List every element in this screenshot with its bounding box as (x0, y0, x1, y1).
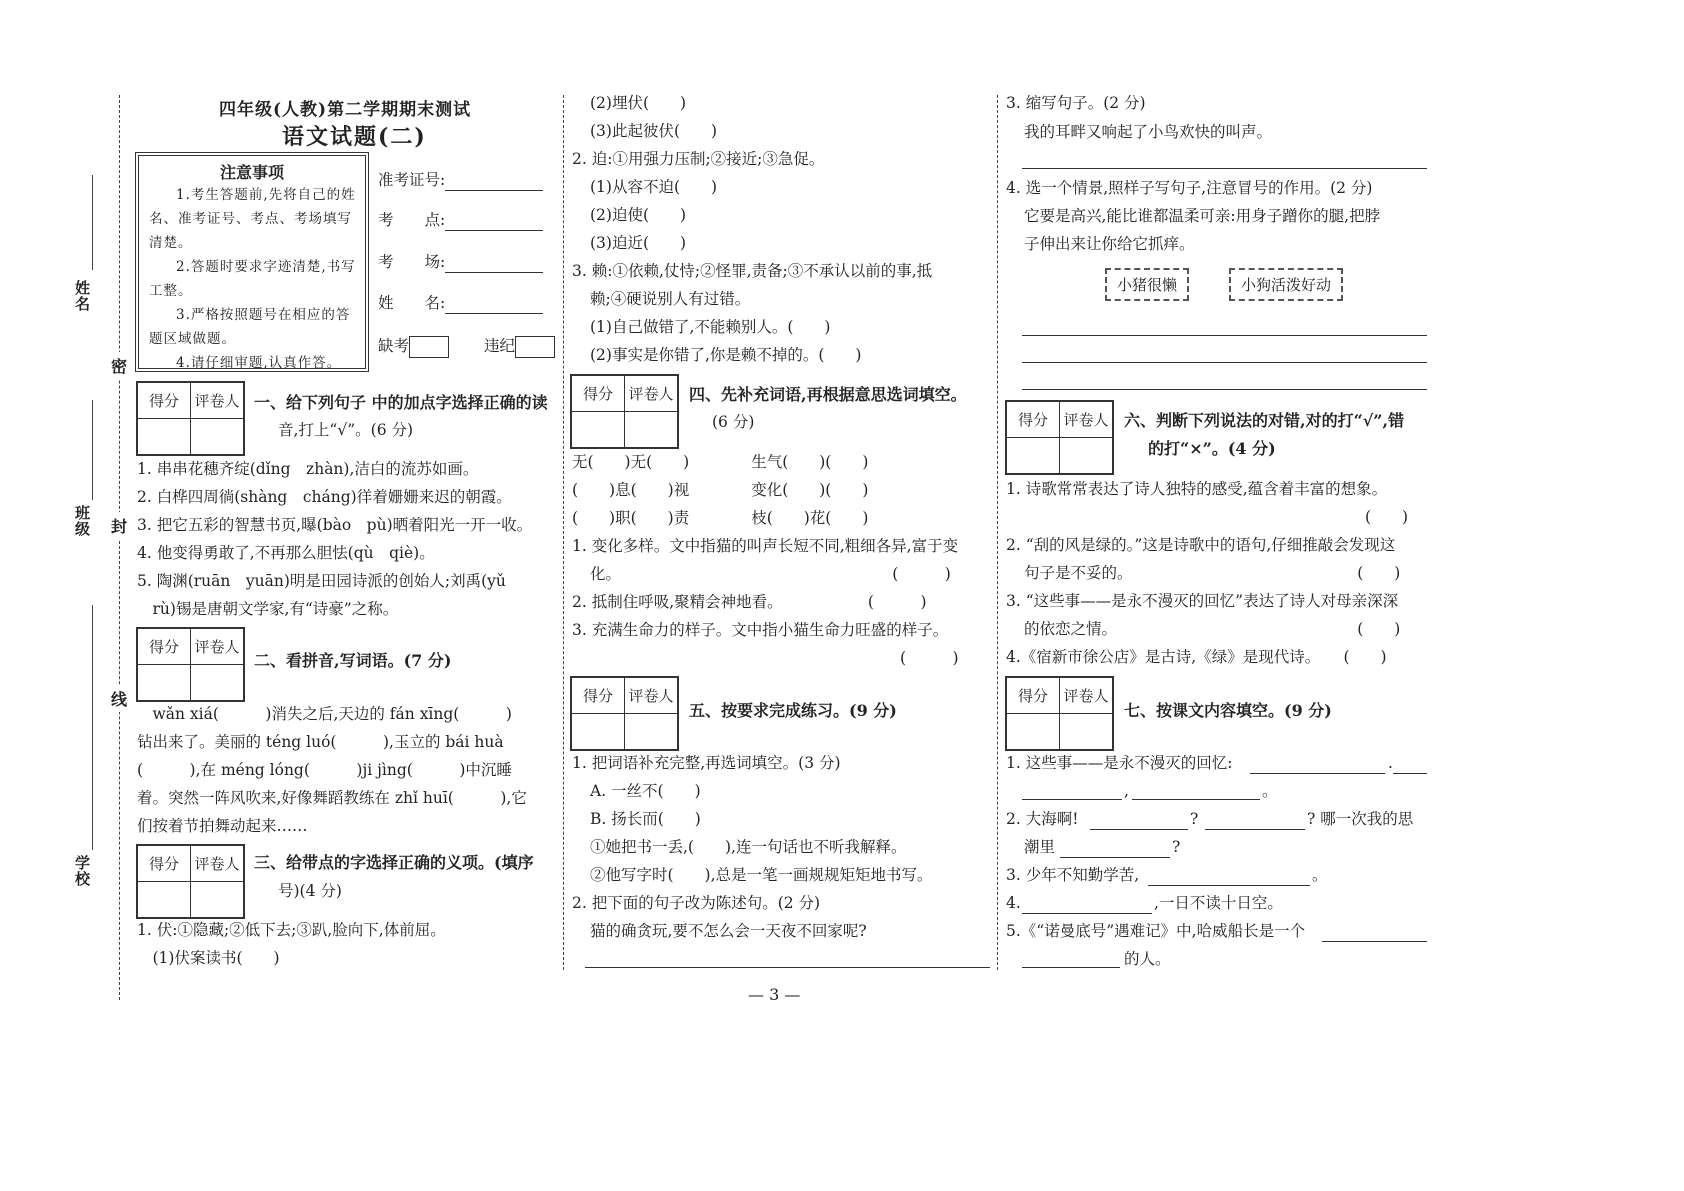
absent-label: 缺考 (378, 337, 410, 355)
s4-title-cont: (6 分) (712, 413, 755, 431)
s5-q4-example-cont: 子伸出来让你给它抓痒。 (1024, 235, 1195, 253)
violation-field[interactable] (484, 336, 555, 358)
grader-cell[interactable] (191, 419, 244, 455)
s7-q1-blank[interactable] (1022, 799, 1122, 800)
s7-q2-cont: 潮里 (1024, 838, 1056, 856)
score-box-s7 (1005, 676, 1114, 751)
notice-item: 2.答题时要求字迹清楚,书写工整。 (149, 259, 356, 299)
score-label: 得分 (138, 383, 191, 419)
score-label: 得分 (1007, 402, 1060, 438)
s4-words-1: 无( )无( ) 生气( )( ) (572, 453, 869, 471)
grader-cell[interactable] (191, 665, 244, 701)
s7-q1-mid: , (1124, 782, 1129, 800)
s1-q2: 2. 白桦四周徜(shàng cháng)徉着姗姗来迟的朝霞。 (137, 488, 512, 506)
name-field-label: 姓 名: (378, 294, 446, 312)
s3-q1-1: (1)伏案读书( ) (137, 949, 280, 967)
school-label: 学校 (73, 855, 91, 887)
room-field[interactable] (378, 252, 543, 273)
s6-q1: 1. 诗歌常常表达了诗人独特的感受,蕴含着丰富的想象。 (1006, 480, 1388, 498)
s4-words-2: ( )息( )视 变化( )( ) (572, 481, 869, 499)
s5-q2-sentence: 猫的确贪玩,要不怎么会一天夜不回家呢? (590, 922, 867, 940)
exam-no-label: 准考证号: (378, 171, 446, 189)
grader-cell[interactable] (1060, 714, 1113, 750)
s7-q5-blank[interactable] (1022, 967, 1120, 968)
absent-field[interactable] (378, 336, 449, 358)
s5-q1-a: A. 一丝不( ) (590, 782, 701, 800)
grader-cell[interactable] (1060, 438, 1113, 474)
s3-q1: 1. 伏:①隐藏;②低下去;③趴,脸向下,体前屈。 (137, 921, 446, 939)
grader-label: 评卷人 (1060, 402, 1113, 438)
s4-q1: 1. 变化多样。文中指猫的叫声长短不同,粗细各异,富于变 (572, 537, 959, 555)
s1-title-cont: 音,打上“√”。(6 分) (278, 421, 414, 439)
score-cell[interactable] (138, 882, 191, 918)
s4-q1-cont: 化。 ( ) (590, 565, 951, 583)
grader-cell[interactable] (191, 882, 244, 918)
s3-q2-3: (3)迫近( ) (590, 234, 687, 252)
seal-mi: 密 (111, 352, 127, 379)
site-field[interactable] (378, 210, 543, 231)
score-box-s4 (570, 374, 679, 449)
s1-q1: 1. 串串花穗齐绽(dǐng zhàn),洁白的流苏如画。 (137, 460, 479, 478)
score-label: 得分 (138, 846, 191, 882)
s5-q4-answer-line[interactable] (1022, 389, 1427, 390)
s2-title: 二、看拼音,写词语。(7 分) (254, 651, 452, 670)
s3-q2: 2. 迫:①用强力压制;②接近;③急促。 (572, 150, 825, 168)
s3-q3-2: (2)事实是你错了,你是赖不掉的。( ) (590, 346, 862, 364)
s3-q2-2: (2)迫使( ) (590, 206, 687, 224)
s2-line4: 着。突然一阵风吹来,好像舞蹈教练在 zhǐ huī( ),它 (137, 789, 527, 807)
score-box-s1 (136, 381, 245, 456)
seal-feng: 封 (111, 512, 127, 539)
s5-title: 五、按要求完成练习。(9 分) (689, 701, 897, 720)
s7-q5-blank[interactable] (1322, 941, 1427, 942)
score-cell[interactable] (1007, 438, 1060, 474)
s7-q1-blank[interactable] (1132, 799, 1260, 800)
s7-q2-q1: ? (1190, 810, 1199, 828)
s3-title: 三、给带点的字选择正确的义项。(填序 (254, 853, 534, 872)
score-box-s3 (136, 844, 245, 919)
s6-q4[interactable]: 4.《宿新市徐公店》是古诗,《绿》是现代诗。 ( ) (1006, 648, 1387, 666)
name-label: 姓名 (73, 280, 91, 312)
score-cell[interactable] (138, 665, 191, 701)
s5-q4-answer-line[interactable] (1022, 335, 1427, 336)
s4-q3: 3. 充满生命力的样子。文中指小猫生命力旺盛的样子。 (572, 621, 949, 639)
s7-q2-blank[interactable] (1090, 829, 1188, 830)
notice-item: 3.严格按照题号在相应的答题区域做题。 (149, 307, 351, 347)
exam-title: 四年级(人教)第二学期期末测试 (219, 100, 472, 120)
notice-item: 4.请仔细审题,认真作答。 (176, 355, 342, 371)
class-line (92, 400, 93, 500)
grader-label: 评卷人 (191, 846, 244, 882)
s7-q3-blank[interactable] (1148, 885, 1310, 886)
s7-q1: 1. 这些事——是永不漫灭的回忆: (1006, 754, 1233, 772)
s6-title-cont: 的打“×”。(4 分) (1148, 439, 1276, 458)
s7-q2-q2: ? 哪一次我的思 (1307, 810, 1414, 828)
s1-q3: 3. 把它五彩的智慧书页,曝(bào pù)晒着阳光一开一收。 (137, 516, 533, 534)
score-label: 得分 (572, 678, 625, 714)
name-line (92, 175, 93, 270)
s1-q4: 4. 他变得勇敢了,不再那么胆怯(qù qiè)。 (137, 544, 435, 562)
s2-line1: wǎn xiá( )消失之后,天边的 fán xīng( ) (137, 705, 512, 723)
s5-q4-example: 它要是高兴,能比谁都温柔可亲:用身子蹭你的腿,把脖 (1024, 207, 1381, 225)
s1-q5-cont: rù)锡是唐朝文学家,有“诗豪”之称。 (137, 600, 399, 618)
s3-q3-1: (1)自己做错了,不能赖别人。( ) (590, 318, 831, 336)
s3-q2-1: (1)从容不迫( ) (590, 178, 718, 196)
score-cell[interactable] (572, 714, 625, 750)
score-cell[interactable] (138, 419, 191, 455)
s5-q1: 1. 把词语补充完整,再选词填空。(3 分) (572, 754, 841, 772)
notice-item: 1.考生答题前,先将自己的姓名、准考证号、考点、考场填写清楚。 (149, 187, 356, 251)
s7-q3-end: 。 (1312, 866, 1328, 884)
score-cell[interactable] (572, 412, 625, 448)
s7-q1-end: 。 (1262, 782, 1278, 800)
s6-q1-paren[interactable]: ( ) (1024, 508, 1409, 526)
s5-q4: 4. 选一个情景,照样子写句子,注意冒号的作用。(2 分) (1006, 179, 1373, 197)
s5-q2-answer-line[interactable] (585, 967, 990, 968)
s3-title-cont: 号)(4 分) (278, 882, 342, 900)
room-label: 考 场: (378, 253, 446, 271)
s7-q2-blank[interactable] (1205, 829, 1305, 830)
s6-q3-cont[interactable]: 的依恋之情。 ( ) (1024, 620, 1401, 638)
s3-q1-2: (2)埋伏( ) (590, 94, 687, 112)
score-box-s6 (1005, 400, 1114, 475)
binding-line (119, 95, 120, 1000)
s4-words-3: ( )职( )责 枝( )花( ) (572, 509, 869, 527)
s7-title: 七、按课文内容填空。(9 分) (1124, 701, 1332, 720)
s3-q3: 3. 赖:①依赖,仗恃;②怪罪,责备;③不承认以前的事,抵 (572, 262, 933, 280)
s7-q5: 5.《“诺曼底号”遇难记》中,哈威船长是一个 (1006, 922, 1306, 940)
score-box-s2 (136, 627, 245, 702)
s2-line5: 们按着节拍舞动起来…… (137, 817, 308, 835)
s7-q2-q3: ? (1172, 838, 1181, 856)
grader-cell[interactable] (625, 412, 678, 448)
s5-q3-answer-line[interactable] (1022, 168, 1427, 169)
grader-label: 评卷人 (1060, 678, 1113, 714)
s6-q3: 3. “这些事——是永不漫灭的回忆”表达了诗人对母亲深深 (1006, 592, 1399, 610)
seal-xian: 线 (111, 685, 127, 712)
s5-q4-answer-line[interactable] (1022, 362, 1427, 363)
choice-pig[interactable]: 小猪很懒 (1105, 268, 1189, 301)
violation-box[interactable] (515, 336, 555, 358)
s6-q2: 2. “刮的风是绿的。”这是诗歌中的语句,仔细推敲会发现这 (1006, 536, 1396, 554)
s3-q1-3: (3)此起彼伏( ) (590, 122, 718, 140)
s5-q3-sentence: 我的耳畔又响起了小鸟欢快的叫声。 (1024, 123, 1273, 141)
s6-title: 六、判断下列说法的对错,对的打“√”,错 (1124, 411, 1405, 430)
score-box-s5 (570, 676, 679, 751)
notice-title: 注意事项 (219, 163, 284, 182)
s7-q4-rest: ,一日不读十日空。 (1154, 894, 1283, 912)
site-label: 考 点: (378, 211, 446, 229)
s7-q5-end: 的人。 (1124, 950, 1171, 968)
class-label: 班级 (73, 505, 91, 537)
s7-q2: 2. 大海啊! (1006, 810, 1079, 828)
s1-title: 一、给下列句子 中的加点字选择正确的读 (254, 393, 548, 412)
page-number: — 3 — (748, 985, 801, 1004)
score-cell[interactable] (1007, 714, 1060, 750)
exam-subtitle: 语文试题(二) (282, 124, 427, 150)
notice-box (138, 155, 366, 369)
score-label: 得分 (138, 629, 191, 665)
s4-q2: 2. 抵制住呼吸,聚精会神地看。 ( ) (572, 593, 927, 611)
grader-label: 评卷人 (625, 376, 678, 412)
absent-box[interactable] (409, 336, 449, 358)
s7-q3: 3. 少年不知勤学苦, (1006, 866, 1140, 884)
score-label: 得分 (1007, 678, 1060, 714)
s7-q1-blank[interactable] (1393, 773, 1427, 774)
s5-q2: 2. 把下面的句子改为陈述句。(2 分) (572, 894, 821, 912)
choice-dog[interactable]: 小狗活泼好动 (1229, 268, 1343, 301)
name-field[interactable] (378, 293, 543, 314)
s2-line3: ( ),在 méng lóng( )ji jìng( )中沉睡 (137, 761, 512, 779)
s1-q5: 5. 陶渊(ruān yuān)明是田园诗派的创始人;刘禹(yǔ (137, 572, 506, 590)
s7-q4-blank[interactable] (1022, 913, 1152, 914)
grader-label: 评卷人 (191, 383, 244, 419)
s7-q1-comma: . (1388, 754, 1393, 772)
s7-q2-blank[interactable] (1060, 857, 1170, 858)
grader-label: 评卷人 (625, 678, 678, 714)
grader-cell[interactable] (625, 714, 678, 750)
s4-title: 四、先补充词语,再根据意思选词填空。 (689, 385, 967, 404)
s7-q4: 4. (1006, 894, 1021, 912)
column-divider-1 (563, 95, 564, 970)
school-line (92, 605, 93, 850)
s6-q2-cont[interactable]: 句子是不妥的。 ( ) (1024, 564, 1401, 582)
score-label: 得分 (572, 376, 625, 412)
s7-q1-blank[interactable] (1250, 773, 1385, 774)
column-divider-2 (997, 95, 998, 970)
s4-q3-cont: ( ) (590, 649, 959, 667)
violation-label: 违纪 (484, 337, 516, 355)
s5-q3: 3. 缩写句子。(2 分) (1006, 94, 1146, 112)
s5-q1-b: B. 扬长而( ) (590, 810, 701, 828)
grader-label: 评卷人 (191, 629, 244, 665)
s5-q1-1: ①她把书一丢,( ),连一句话也不听我解释。 (590, 838, 907, 856)
s2-line2: 钻出来了。美丽的 téng luó( ),玉立的 bái huà (137, 733, 504, 751)
exam-no-field[interactable] (378, 170, 543, 191)
s5-q1-2: ②他写字时( ),总是一笔一画规规矩矩地书写。 (590, 866, 933, 884)
s3-q3-cont: 赖;④硬说别人有过错。 (590, 290, 751, 308)
